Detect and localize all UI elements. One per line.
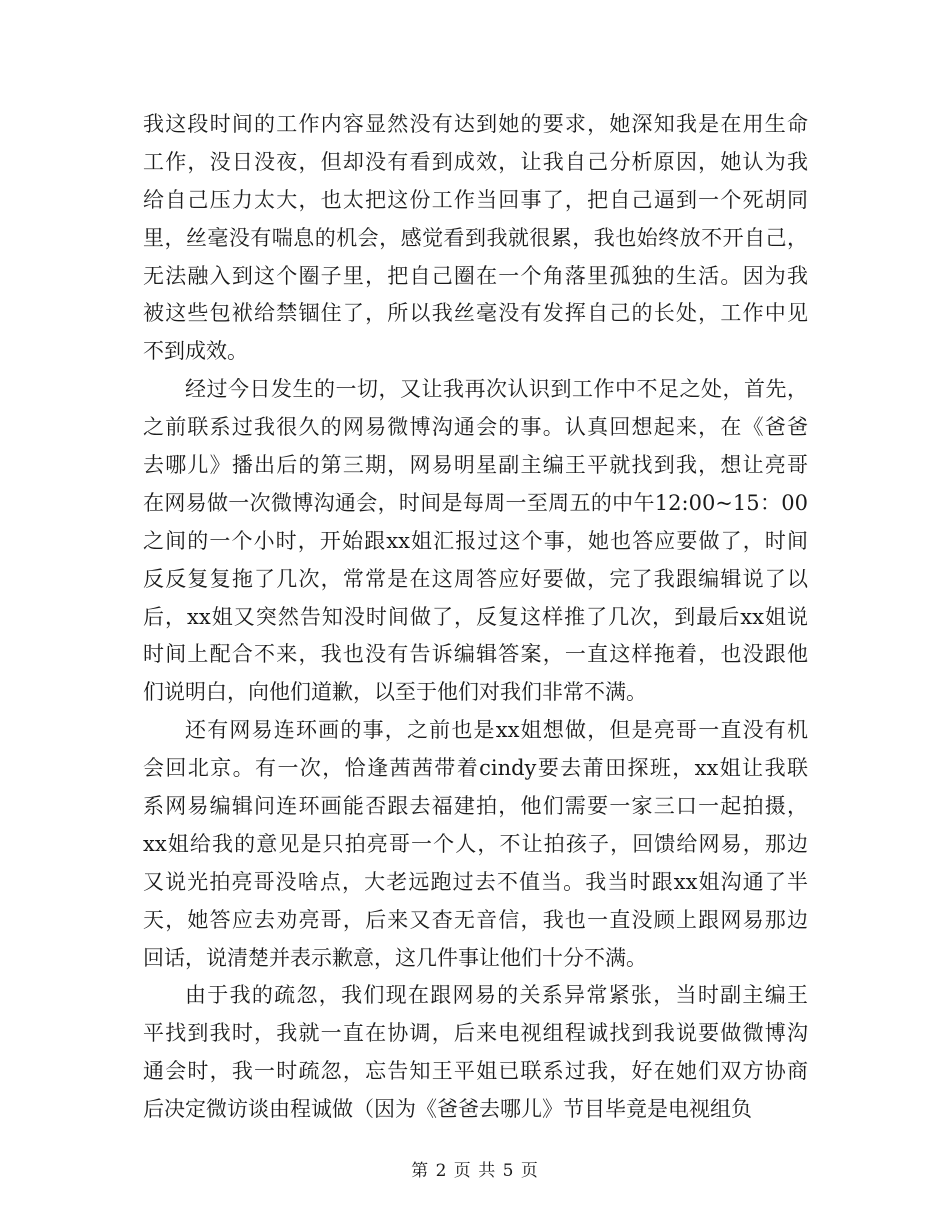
text-line: 在网易做一次微博沟通会，时间是每周一至周五的中午12:00~15：00	[143, 490, 808, 515]
text-line: 里，丝毫没有喘息的机会，感觉看到我就很累，我也始终放不开自己，	[143, 225, 808, 250]
text-line: 不到成效。	[143, 339, 248, 364]
text-line: 回话，说清楚并表示歉意，这几件事让他们十分不满。	[143, 945, 647, 970]
text-line: 系网易编辑问连环画能否跟去福建拍，他们需要一家三口一起拍摄，	[143, 794, 808, 819]
paragraph	[143, 977, 808, 1129]
text-line: 天，她答应去劝亮哥，后来又杳无音信，我也一直没顾上跟网易那边	[143, 907, 808, 932]
text-line: 由于我的疏忽，我们现在跟网易的关系异常紧张，当时副主编王	[185, 983, 808, 1008]
text-line: 还有网易连环画的事，之前也是xx姐想做，但是亮哥一直没有机	[185, 718, 808, 743]
text-line: 无法融入到这个圈子里，把自己圈在一个角落里孤独的生活。因为我	[143, 263, 808, 288]
text-line: xx姐给我的意见是只拍亮哥一个人，不让拍孩子，回馈给网易，那边	[143, 831, 808, 856]
page-footer: 第 2 页 共 5 页	[411, 1161, 539, 1181]
text-line: 经过今日发生的一切，又让我再次认识到工作中不足之处，首先，	[185, 377, 808, 402]
text-line: 时间上配合不来，我也没有告诉编辑答案，一直这样拖着，也没跟他	[143, 642, 808, 667]
paragraph	[143, 712, 808, 977]
document-body	[143, 106, 808, 1129]
text-line: 之前联系过我很久的网易微博沟通会的事。认真回想起来，在《爸爸	[143, 415, 808, 440]
text-line: 后，xx姐又突然告知没时间做了，反复这样推了几次，到最后xx姐说	[143, 604, 808, 629]
paragraph	[143, 106, 808, 371]
text-line: 后决定微访谈由程诚做（因为《爸爸去哪儿》节目毕竟是电视组负	[143, 1097, 752, 1122]
paragraph	[143, 371, 808, 712]
text-line: 平找到我时，我就一直在协调，后来电视组程诚找到我说要做微博沟	[143, 1021, 808, 1046]
text-line: 去哪儿》播出后的第三期，网易明星副主编王平就找到我，想让亮哥	[143, 453, 808, 478]
text-line: 又说光拍亮哥没啥点，大老远跑过去不值当。我当时跟xx姐沟通了半	[143, 869, 808, 894]
text-line: 工作，没日没夜，但却没有看到成效，让我自己分析原因，她认为我	[143, 149, 808, 174]
text-line: 们说明白，向他们道歉，以至于他们对我们非常不满。	[143, 680, 647, 705]
text-line: 会回北京。有一次，恰逢茜茜带着cindy要去莆田探班，xx姐让我联	[143, 756, 808, 781]
text-line: 给自己压力太大，也太把这份工作当回事了，把自己逼到一个死胡同	[143, 187, 808, 212]
text-line: 反反复复拖了几次，常常是在这周答应好要做，完了我跟编辑说了以	[143, 566, 808, 591]
text-line: 通会时，我一时疏忽，忘告知王平姐已联系过我，好在她们双方协商	[143, 1059, 808, 1084]
text-line: 被这些包袱给禁锢住了，所以我丝毫没有发挥自己的长处，工作中见	[143, 301, 808, 326]
text-line: 我这段时间的工作内容显然没有达到她的要求，她深知我是在用生命	[143, 112, 808, 136]
text-line: 之间的一个小时，开始跟xx姐汇报过这个事，她也答应要做了，时间	[143, 528, 808, 553]
